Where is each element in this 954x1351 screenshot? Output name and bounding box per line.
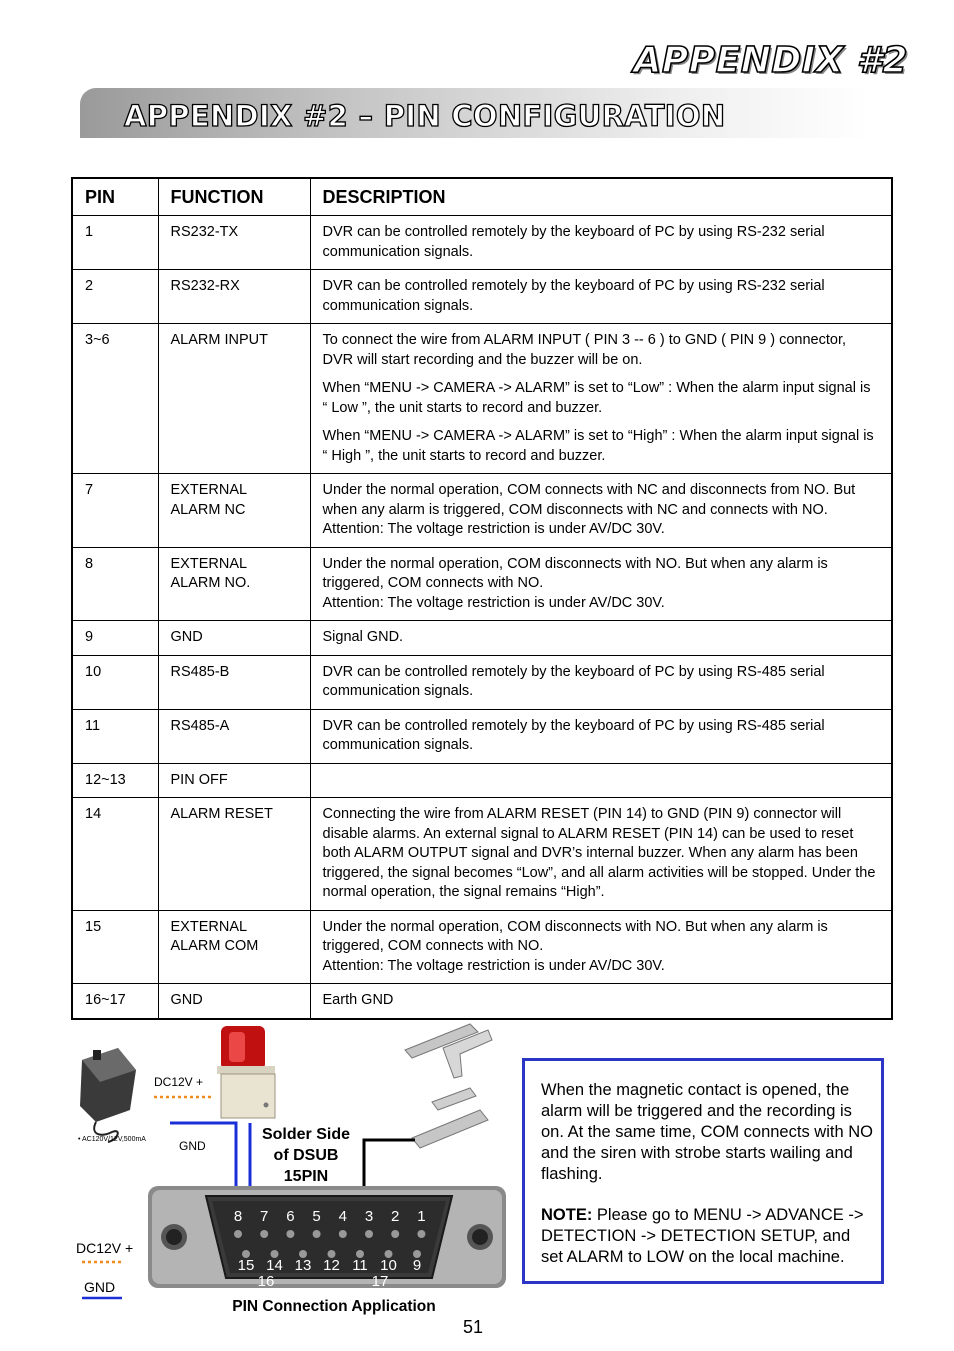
pin-hole	[417, 1230, 425, 1238]
pin-label-top: 1	[417, 1208, 426, 1225]
pin-label-bottom: 11	[352, 1257, 368, 1274]
function-cell	[158, 655, 310, 709]
page-title: APPENDIX #2 – PIN CONFIGURATION	[124, 99, 726, 133]
adapter-caption: • AC120V/12V,500mA	[78, 1136, 146, 1143]
pin-hole	[365, 1230, 373, 1238]
pin-label-top: 4	[338, 1208, 347, 1225]
description-cell	[310, 216, 892, 270]
description-paragraph	[323, 277, 880, 316]
function-cell	[158, 763, 310, 798]
description-line: Under the normal operation, COM connects with NC and disconnects from NO. But when any alarm is triggered, COM disconnects with NC and connects with NO.	[322, 482, 856, 518]
power-adapter-icon	[80, 1048, 136, 1142]
table-row	[72, 763, 892, 798]
dc12v-top-label: DC12V +	[154, 1075, 204, 1089]
description-paragraph	[323, 481, 880, 540]
pin-label-top: 8	[233, 1208, 243, 1225]
note-text: Please go to MENU -> ADVANCE -> DETECTION -> DETECTION SETUP, and set ALARM to LOW on the local machine.	[541, 1206, 864, 1266]
function-line: EXTERNAL	[170, 482, 248, 498]
function-cell	[158, 547, 310, 621]
pin-cell: 7	[72, 474, 158, 548]
table-row	[72, 474, 892, 548]
function-cell	[158, 324, 310, 474]
table-row	[72, 709, 892, 763]
pin-hole	[313, 1230, 321, 1238]
function-line: RS232-RX	[170, 278, 240, 294]
pin-cell: 8	[72, 547, 158, 621]
description-cell	[310, 270, 892, 324]
function-cell	[158, 798, 310, 911]
description-paragraph	[323, 379, 880, 418]
function-cell	[158, 270, 310, 324]
pin-label-top: 2	[391, 1208, 400, 1225]
description-cell	[310, 621, 892, 656]
description-line	[323, 771, 880, 791]
function-line: ALARM NO.	[170, 575, 251, 591]
diagram-caption: PIN Connection Application	[232, 1298, 436, 1315]
pin-hole	[339, 1230, 347, 1238]
description-cell	[310, 655, 892, 709]
pin-label-bottom: 15	[237, 1257, 255, 1274]
table-header-row	[72, 178, 892, 216]
description-line: Connecting the wire from ALARM RESET (PIN 14) to GND (PIN 9) connector will disable alarms. An external signal to ALARM RESET (PIN 14) can be used to reset both ALARM OUTPUT signal and DVR’s internal buzzer. When any alarm has been triggered, the signal becomes “Low”, and all alarm activities will be stopped. Under the normal operation, the signal remains “High”.	[322, 806, 876, 900]
pin-label-bottom: 12	[323, 1257, 340, 1274]
pin-label-top: 5	[312, 1208, 321, 1225]
solder-label-line-2: of DSUB	[273, 1147, 339, 1164]
function-line: EXTERNAL	[170, 555, 248, 572]
description-paragraph	[323, 555, 880, 614]
pin-cell: 11	[72, 709, 158, 763]
description-line: DVR can be controlled remotely by the keyboard of PC by using RS-485 serial communication signals.	[322, 663, 825, 699]
pin-label-top: 7	[260, 1208, 269, 1225]
function-line: GND	[170, 992, 203, 1008]
function-line: ALARM NC	[170, 501, 246, 518]
table-row	[72, 621, 892, 656]
description-paragraph	[323, 918, 880, 977]
pin-label-top: 6	[286, 1208, 295, 1225]
gnd-top-label: GND	[179, 1139, 206, 1153]
pin-label-top: 3	[364, 1208, 374, 1225]
corner-title: APPENDIX #2	[633, 40, 908, 81]
solder-label-line-1: Solder Side	[261, 1126, 351, 1143]
pin-hole	[286, 1230, 294, 1238]
note-box	[522, 1058, 884, 1284]
pin-cell: 2	[72, 270, 158, 324]
description-paragraph	[323, 805, 880, 903]
pin-label-bottom: 14	[266, 1257, 283, 1274]
note-label: NOTE:	[541, 1206, 593, 1224]
pin-label-bottom: 10	[380, 1257, 397, 1274]
description-line: Signal GND.	[322, 629, 404, 645]
description-cell	[310, 474, 892, 548]
description-line: DVR can be controlled remotely by the keyboard of PC by using RS-485 serial communication signals.	[322, 717, 825, 753]
page-number: 51	[463, 1317, 484, 1337]
pin-cell: 1	[72, 216, 158, 270]
function-line: PIN OFF	[170, 771, 228, 788]
pin-cell: 10	[72, 655, 158, 709]
table-row	[72, 270, 892, 324]
header-description: DESCRIPTION	[310, 178, 892, 216]
description-line: When “MENU -> CAMERA -> ALARM” is set to “High” : When the alarm input signal is “ High ”, the unit starts to record and buzzer.	[322, 428, 874, 464]
pin-label-bottom: 13	[294, 1257, 312, 1274]
description-cell	[310, 324, 892, 474]
function-cell	[158, 474, 310, 548]
description-paragraph	[323, 771, 880, 791]
header-function: FUNCTION	[158, 178, 310, 216]
function-line: RS485-A	[170, 717, 230, 734]
function-line: ALARM COM	[170, 938, 259, 954]
description-paragraph	[323, 991, 880, 1011]
description-paragraph	[323, 628, 880, 648]
pin-cell: 15	[72, 910, 158, 984]
pin-connection-diagram	[0, 1010, 520, 1330]
header-pin: PIN	[72, 178, 158, 216]
function-line: RS232-TX	[170, 224, 239, 240]
pin-table	[71, 177, 893, 1020]
function-line: GND	[170, 629, 203, 645]
description-paragraph	[323, 223, 880, 262]
magnetic-contact-icon	[405, 1024, 492, 1148]
description-cell	[310, 763, 892, 798]
pin-hole	[391, 1230, 399, 1238]
description-line: Earth GND	[322, 992, 394, 1008]
function-cell	[158, 216, 310, 270]
function-line: RS485-B	[170, 663, 230, 680]
note-paragraph-1: When the magnetic contact is opened, the alarm will be triggered and the recording is on. At the same time, COM connects with NO and the siren with strobe starts wailing and flashing.	[541, 1081, 873, 1183]
table-row	[72, 216, 892, 270]
table-row	[72, 547, 892, 621]
description-line: When “MENU -> CAMERA -> ALARM” is set to “Low” : When the alarm input signal is “ Low ”, the unit starts to record and buzzer.	[322, 380, 871, 416]
table-row	[72, 910, 892, 984]
description-paragraph	[323, 717, 880, 756]
description-line: Under the normal operation, COM disconnects with NO. But when any alarm is triggered, COM connects with NO.	[322, 918, 828, 954]
pin-hole	[234, 1230, 242, 1238]
pin-cell: 16~17	[72, 984, 158, 1019]
function-line: ALARM INPUT	[170, 332, 268, 348]
function-line: EXTERNAL	[170, 918, 248, 935]
pin-label-17: 17	[371, 1273, 389, 1290]
pin-label-16: 16	[257, 1273, 275, 1290]
description-line: DVR can be controlled remotely by the keyboard of PC by using RS-232 serial communication signals.	[322, 278, 825, 314]
pin-cell: 12~13	[72, 763, 158, 798]
description-cell	[310, 709, 892, 763]
pin-cell: 3~6	[72, 324, 158, 474]
function-cell	[158, 621, 310, 656]
function-line: ALARM RESET	[170, 806, 273, 822]
gnd-wire	[170, 1123, 236, 1193]
description-line: DVR can be controlled remotely by the keyboard of PC by using RS-232 serial communication signals.	[322, 224, 825, 260]
description-paragraph	[323, 427, 880, 466]
note-paragraph-2	[541, 1205, 873, 1268]
description-line: Under the normal operation, COM disconnects with NO. But when any alarm is triggered, COM connects with NO.	[322, 555, 828, 591]
pin-label-bottom: 9	[412, 1257, 422, 1274]
pin-hole	[260, 1230, 268, 1238]
description-cell	[310, 547, 892, 621]
dc12v-bottom-label: DC12V +	[76, 1240, 134, 1256]
description-line: Attention: The voltage restriction is under AV/DC 30V.	[322, 521, 665, 537]
function-cell	[158, 910, 310, 984]
siren-strobe-icon	[217, 1026, 275, 1118]
function-cell	[158, 709, 310, 763]
description-paragraph	[323, 331, 880, 370]
solder-label-line-3: 15PIN	[283, 1168, 329, 1185]
description-cell	[310, 798, 892, 911]
table-row	[72, 798, 892, 911]
pin-cell: 14	[72, 798, 158, 911]
pin-cell: 9	[72, 621, 158, 656]
description-line: To connect the wire from ALARM INPUT ( PIN 3 -- 6 ) to GND ( PIN 9 ) connector, DVR will start recording and the buzzer will be on.	[322, 332, 847, 368]
table-row	[72, 655, 892, 709]
description-paragraph	[323, 663, 880, 702]
gnd-bottom-label: GND	[84, 1279, 116, 1295]
description-line: Attention: The voltage restriction is under AV/DC 30V.	[322, 957, 665, 974]
description-line: Attention: The voltage restriction is under AV/DC 30V.	[322, 594, 665, 611]
table-row	[72, 324, 892, 474]
description-cell	[310, 910, 892, 984]
